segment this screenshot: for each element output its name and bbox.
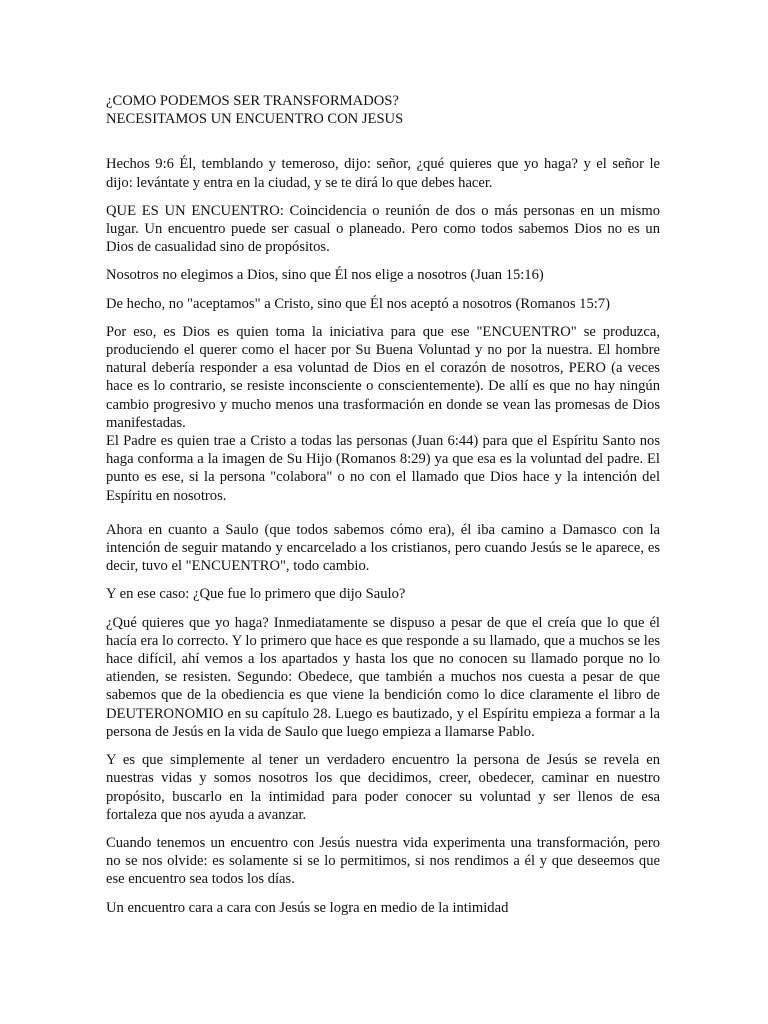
- paragraph-cuando-tenemos: Cuando tenemos un encuentro con Jesús nuestra vida experimenta una transformación, pero no se nos olvide: es solamente si se lo permitimos, si nos rendimos a él y que deseemos que ese encuentro sea todos los días.: [106, 834, 660, 888]
- title-line-1: ¿COMO PODEMOS SER TRANSFORMADOS?: [106, 93, 399, 109]
- title-line-2: NECESITAMOS UN ENCUENTRO CON JESUS: [106, 111, 404, 128]
- paragraph-y-en-ese-caso: Y en ese caso: ¿Que fue lo primero que dijo Saulo?: [106, 586, 406, 603]
- paragraph-ahora-saulo: Ahora en cuanto a Saulo (que todos sabemos cómo era), él iba camino a Damasco con la intención de seguir matando y encarcelado a los cristianos, pero cuando Jesús se le aparece, es decir, tuvo el "ENCUENTRO", todo cambio.: [106, 521, 660, 575]
- paragraph-por-eso: Por eso, es Dios es quien toma la iniciativa para que ese "ENCUENTRO" se produzca, produciendo el querer como el hacer por Su Buena Voluntad y no por la nuestra. El hombre natural debería responder a esa voluntad de Dios en el corazón de nosotros, PERO (a veces hace es lo contrario, se resiste inconsciente o conscientemente). De allí es que no hay ningún cambio progresivo y mucho menos una trasformación en donde se vean las promesas de Dios manifestadas.: [106, 323, 660, 431]
- paragraph-un-encuentro: Un encuentro cara a cara con Jesús se logra en medio de la intimidad: [106, 899, 509, 916]
- document-title: [106, 92, 660, 128]
- paragraph-que-quieres: ¿Qué quieres que yo haga? Inmediatamente se dispuso a pesar de que el creía que lo que él hacía era lo correcto. Y lo primero que hace es que responde a su llamado, que a muchos se les hace difícil, ahí vemos a los apartados y hasta los que no conocen su llamado porque no lo atienden, se resisten. Segundo: Obedece, que también a muchos nos cuesta a pesar de que sabemos que de la obediencia es que viene la bendición como lo dice claramente el libro de DEUTERONOMIO en su capítulo 28. Luego es bautizado, y el Espíritu empieza a formar a la persona de Jesús en la vida de Saulo que luego empieza a llamarse Pablo.: [106, 614, 660, 740]
- paragraph-el-padre: El Padre es quien trae a Cristo a todas las personas (Juan 6:44) para que el Espíritu Santo nos haga conforma a la imagen de Su Hijo (Romanos 8:29) ya que esa es la voluntad del padre. El punto es ese, si la persona "colabora" o no con el llamado que Dios hace y la intención del Espíritu en nosotros.: [106, 433, 660, 504]
- paragraph-de-hecho: De hecho, no "aceptamos" a Cristo, sino que Él nos aceptó a nosotros (Romanos 15:7): [106, 295, 610, 312]
- paragraph-que-es-encuentro: QUE ES UN ENCUENTRO: Coincidencia o reunión de dos o más personas en un mismo lugar. Un encuentro puede ser casual o planeado. Pero como todos sabemos Dios no es un Dios de casualidad sino de propósitos.: [106, 202, 660, 256]
- paragraph-hechos: Hechos 9:6 Él, temblando y temeroso, dijo: señor, ¿qué quieres que yo haga? y el señor le dijo: levántate y entra en la ciudad, y se te dirá lo que debes hacer.: [106, 156, 660, 191]
- document-page: [106, 92, 660, 927]
- paragraph-nosotros-no-elegimos: Nosotros no elegimos a Dios, sino que Él nos elige a nosotros (Juan 15:16): [106, 267, 544, 284]
- paragraph-y-es-que: Y es que simplemente al tener un verdadero encuentro la persona de Jesús se revela en nuestras vidas y somos nosotros los que decidimos, creer, obedecer, caminar en nuestro propósito, buscarlo en la intimidad para poder conocer su voluntad y ser llenos de esa fortaleza que nos ayuda a avanzar.: [106, 752, 660, 823]
